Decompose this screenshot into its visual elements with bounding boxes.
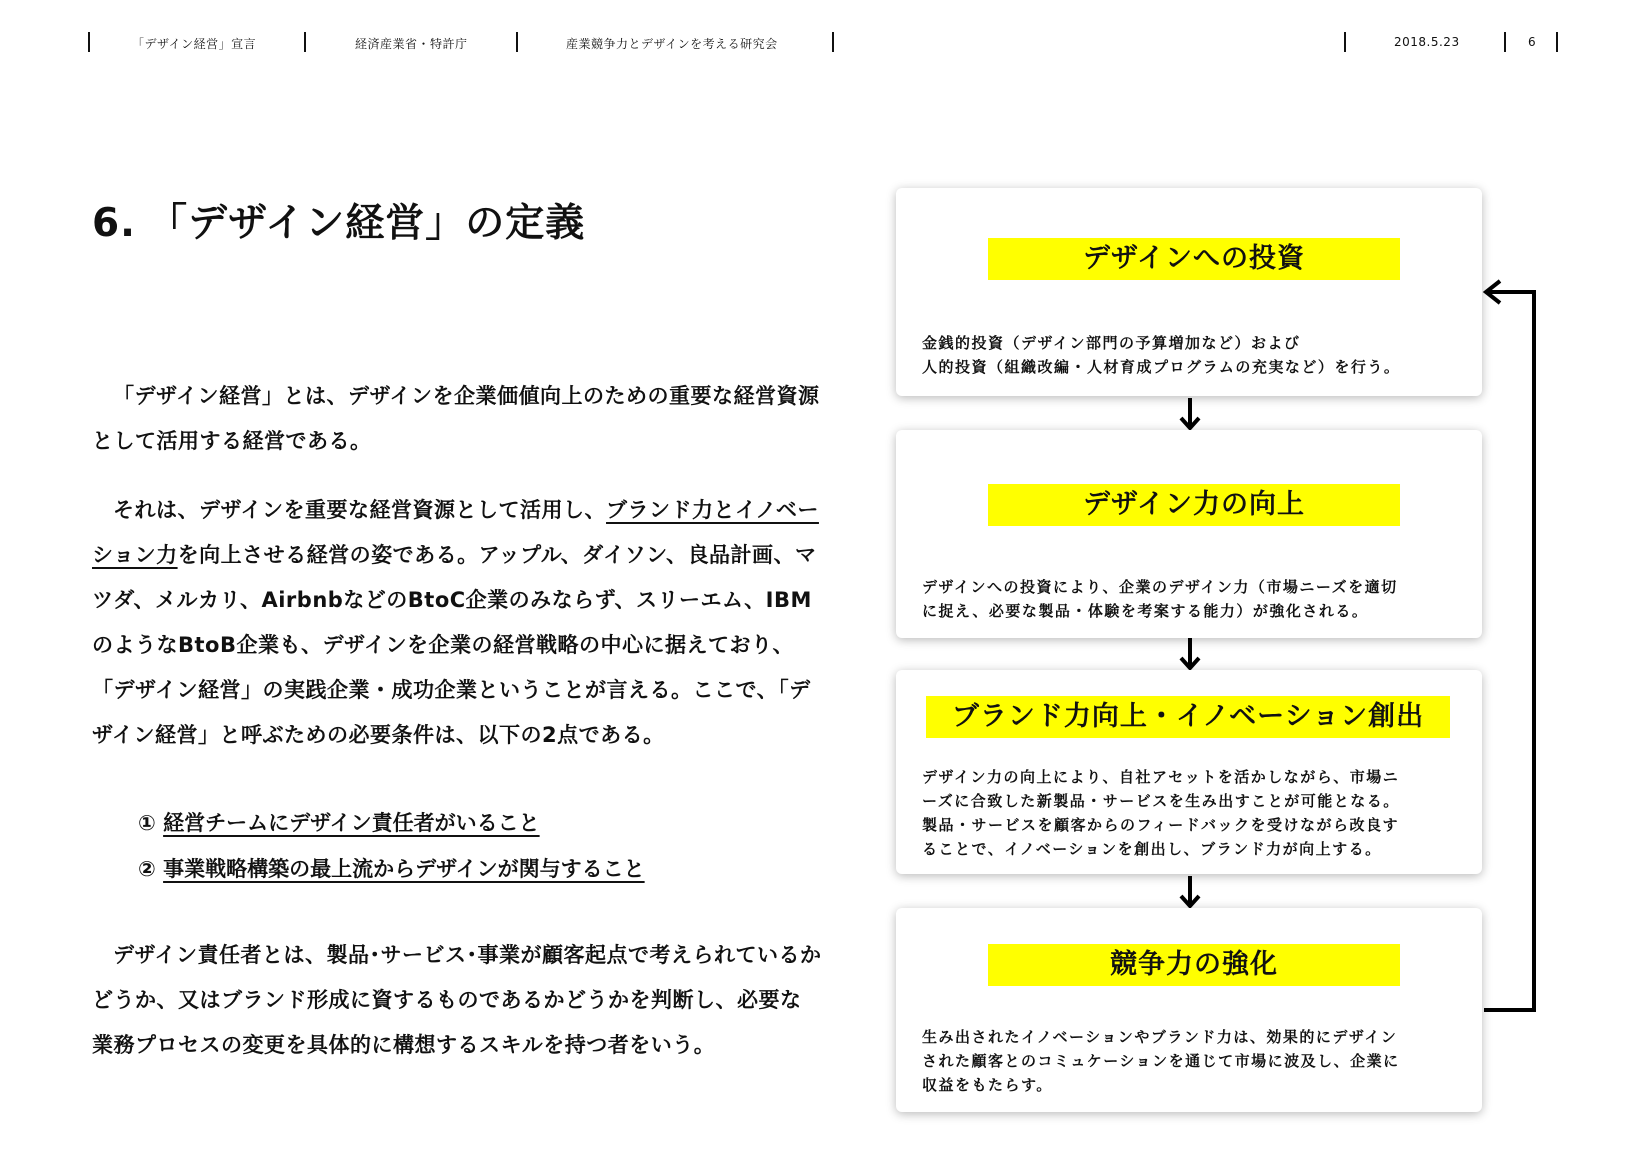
arrow-down-icon xyxy=(1178,876,1202,910)
description-line: に捉え、必要な製品・体験を考案する能力）が強化される。 xyxy=(922,602,1369,620)
description-line: デザイン力の向上により、自社アセットを活かしながら、市場ニ xyxy=(922,768,1400,786)
description-line: 製品・サービスを顧客からのフィードバックを受けながら改良す xyxy=(922,816,1400,834)
explanation-paragraph xyxy=(92,488,822,758)
explanation-text-start: それは、デザインを重要な経営資源として活用し、 xyxy=(113,498,607,522)
condition-marker: ② xyxy=(138,857,156,881)
flow-step-label: デザインへの投資 xyxy=(988,238,1400,280)
header-ministry: 経済産業省・特許庁 xyxy=(355,37,468,51)
section-title xyxy=(92,192,585,248)
flow-step-label: デザイン力の向上 xyxy=(988,484,1400,526)
header-divider xyxy=(88,32,90,52)
header-divider xyxy=(832,32,834,52)
header-date: 2018.5.23 xyxy=(1394,35,1460,49)
header-divider xyxy=(1344,32,1346,52)
condition-marker: ① xyxy=(138,811,156,835)
condition-text: 経営チームにデザイン責任者がいること xyxy=(163,811,540,835)
header-divider xyxy=(304,32,306,52)
description-line: ることで、イノベーションを創出し、ブランド力が向上する。 xyxy=(922,840,1382,858)
page-number: 6 xyxy=(1528,35,1537,49)
section-title-text: 「デザイン経営」の定義 xyxy=(147,201,586,246)
description-line: デザインへの投資により、企業のデザイン力（市場ニーズを適切 xyxy=(922,578,1398,596)
description-line: 金銭的投資（デザイン部門の予算増加など）および xyxy=(922,334,1301,352)
condition-text: 事業戦略構築の最上流からデザインが関与すること xyxy=(163,857,645,881)
description-line: 人的投資（組織改編・人材育成プログラムの充実など）を行う。 xyxy=(922,358,1401,376)
page-header xyxy=(0,28,1638,54)
condition-item xyxy=(138,854,645,884)
description-line: 生み出されたイノベーションやブランド力は、効果的にデザイン xyxy=(922,1028,1398,1046)
flow-step-design-capability xyxy=(896,430,1482,638)
description-line: 収益をもたらす。 xyxy=(922,1076,1053,1094)
description-line: ーズに合致した新製品・サービスを生み出すことが可能となる。 xyxy=(922,792,1400,810)
flow-step-description xyxy=(922,1025,1400,1097)
flow-step-label: 競争力の強化 xyxy=(988,944,1400,986)
section-number: 6. xyxy=(92,201,136,246)
explanation-text-rest: を向上させる経営の姿である。アップル、ダイソン、良品計画、マツダ、メルカリ、AirbnbなどのBtoC企業のみならず、スリーエム、IBMのようなBtoB企業も、デザインを企業の経営戦略の中心に据えており、「デザイン経営」の実践企業・成功企業ということが言える。ここで、「デザイン経営」と呼ぶための必要条件は、以下の2点である。 xyxy=(92,543,817,747)
flow-step-label: ブランド力向上・イノベーション創出 xyxy=(926,696,1450,738)
flow-step-description xyxy=(922,331,1400,379)
design-lead-definition: デザイン責任者とは、製品･サービス･事業が顧客起点で考えられているかどうか、又はブランド形成に資するものであるかどうかを判断し、必要な業務プロセスの変更を具体的に構想するスキルを持つ者をいう。 xyxy=(92,943,822,1057)
header-divider xyxy=(1504,32,1506,52)
flow-step-description xyxy=(922,575,1398,623)
flow-step-brand-innovation xyxy=(896,670,1482,874)
condition-item xyxy=(138,808,540,838)
definition-paragraph: 「デザイン経営」とは、デザインを企業価値向上のための重要な経営資源として活用する経営である。 xyxy=(92,384,820,453)
flow-step-design-investment xyxy=(896,188,1482,396)
arrow-down-icon xyxy=(1178,398,1202,432)
header-divider xyxy=(516,32,518,52)
description-line: された顧客とのコミュケーションを通じて市場に波及し、企業に xyxy=(922,1052,1400,1070)
flow-step-competitiveness xyxy=(896,908,1482,1112)
arrow-down-icon xyxy=(1178,638,1202,672)
brand-innovation-underlined: ブランド力とイノベーション力 xyxy=(92,498,819,567)
header-doc-title: 「デザイン経営」宣言 xyxy=(132,37,257,51)
flow-step-description xyxy=(922,765,1400,861)
header-study-group: 産業競争力とデザインを考える研究会 xyxy=(566,37,778,51)
header-divider xyxy=(1556,32,1558,52)
